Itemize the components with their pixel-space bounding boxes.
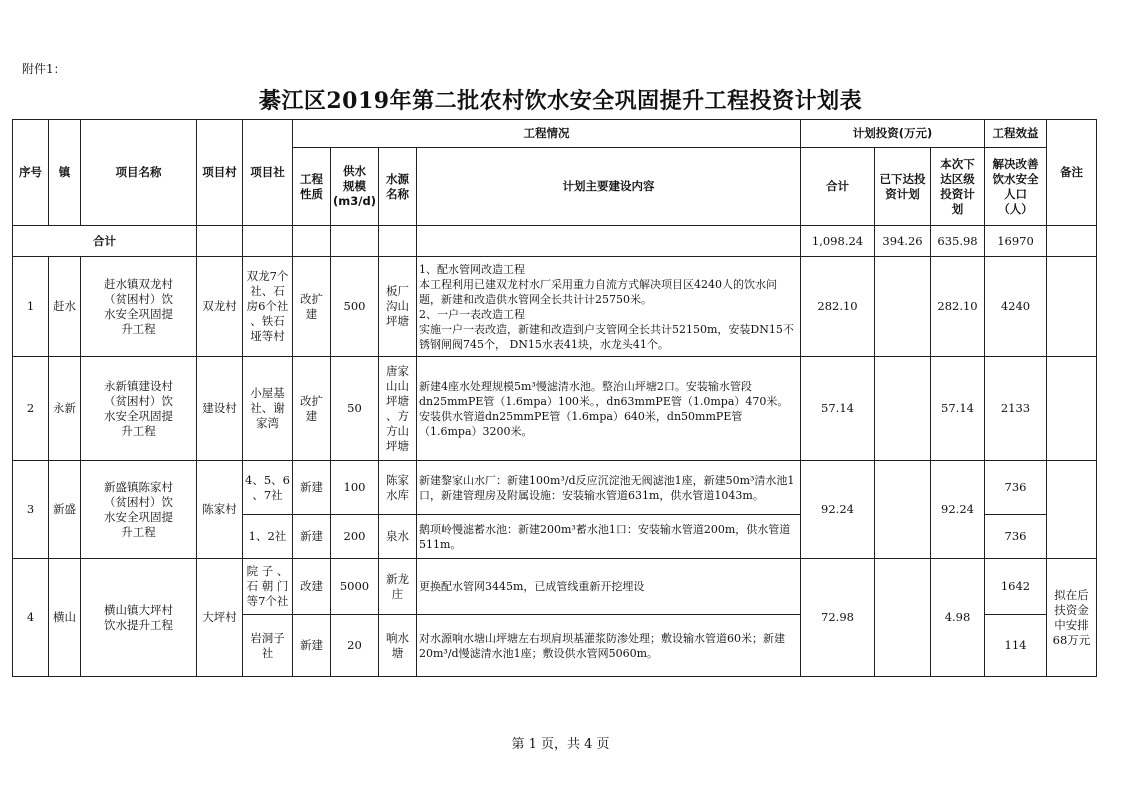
annex-label: 附件1： bbox=[22, 62, 66, 76]
row-remark bbox=[1047, 357, 1097, 461]
row-content: 新建黎家山水厂：新建100m³/d反应沉淀池无阀滤池1座，新建50m³清水池1口，新建管理房及附属设施：安装输水管道631m，供水管道1043m。 bbox=[417, 461, 801, 515]
row-population: 736 bbox=[985, 515, 1047, 559]
row-district: 4.98 bbox=[931, 559, 985, 677]
row-seq: 4 bbox=[13, 559, 49, 677]
row-district: 57.14 bbox=[931, 357, 985, 461]
row-issued bbox=[875, 559, 931, 677]
total-population: 16970 bbox=[985, 226, 1047, 257]
header-issued: 已下达投 资计划 bbox=[875, 148, 931, 226]
row-issued bbox=[875, 461, 931, 559]
row-scale: 5000 bbox=[331, 559, 379, 615]
row-community: 岩洞子 社 bbox=[243, 615, 293, 677]
row-community: 小屋基 社、谢 家湾 bbox=[243, 357, 293, 461]
header-nature: 工程 性质 bbox=[293, 148, 331, 226]
header-seq: 序号 bbox=[13, 120, 49, 226]
row-nature: 新建 bbox=[293, 615, 331, 677]
total-amount: 1,098.24 bbox=[801, 226, 875, 257]
row-nature: 改扩 建 bbox=[293, 357, 331, 461]
row-population: 736 bbox=[985, 461, 1047, 515]
header-remark: 备注 bbox=[1047, 120, 1097, 226]
page-title: 綦江区2019年第二批农村饮水安全巩固提升工程投资计划表 bbox=[258, 88, 863, 114]
row-content: 1、配水管网改造工程 本工程利用已建双龙村水厂采用重力自流方式解决项目区4240人的饮水问题，新建和改造供水管网全长共计计25750米。 2、一户一表改造工程 实施一户一表改造，新建和改造到户支管网全长共计52150m，安装DN15不锈钢闸阀745个， DN15水表41块，水龙头41个。 bbox=[417, 257, 801, 357]
row-population: 4240 bbox=[985, 257, 1047, 357]
header-project-name: 项目名称 bbox=[81, 120, 197, 226]
row-population: 2133 bbox=[985, 357, 1047, 461]
header-investment: 计划投资(万元) bbox=[801, 120, 985, 148]
header-scale: 供水 规模 (m3/d) bbox=[331, 148, 379, 226]
row-scale: 200 bbox=[331, 515, 379, 559]
total-district: 635.98 bbox=[931, 226, 985, 257]
row-source: 唐家 山山 坪塘 、方 方山 坪塘 bbox=[379, 357, 417, 461]
header-total: 合计 bbox=[801, 148, 875, 226]
row-population: 1642 bbox=[985, 559, 1047, 615]
row-community: 院 子 、 石 朝 门 等7个社 bbox=[243, 559, 293, 615]
row-total: 92.24 bbox=[801, 461, 875, 559]
row-project-name: 横山镇大坪村 饮水提升工程 bbox=[81, 559, 197, 677]
row-total: 57.14 bbox=[801, 357, 875, 461]
header-benefit: 工程效益 bbox=[985, 120, 1047, 148]
header-community: 项目社 bbox=[243, 120, 293, 226]
row-scale: 100 bbox=[331, 461, 379, 515]
row-community: 4、5、6 、7社 bbox=[243, 461, 293, 515]
header-village: 项目村 bbox=[197, 120, 243, 226]
total-issued: 394.26 bbox=[875, 226, 931, 257]
row-nature: 新建 bbox=[293, 515, 331, 559]
row-village: 建设村 bbox=[197, 357, 243, 461]
row-district: 282.10 bbox=[931, 257, 985, 357]
row-source: 新龙 庄 bbox=[379, 559, 417, 615]
header-engineering: 工程情况 bbox=[293, 120, 801, 148]
row-project-name: 永新镇建设村 （贫困村）饮 水安全巩固提 升工程 bbox=[81, 357, 197, 461]
row-project-name: 新盛镇陈家村 （贫困村）饮 水安全巩固提 升工程 bbox=[81, 461, 197, 559]
row-scale: 20 bbox=[331, 615, 379, 677]
row-source: 板厂 沟山 坪塘 bbox=[379, 257, 417, 357]
row-project-name: 赶水镇双龙村 （贫困村）饮 水安全巩固提 升工程 bbox=[81, 257, 197, 357]
row-town: 横山 bbox=[49, 559, 81, 677]
row-seq: 3 bbox=[13, 461, 49, 559]
row-content: 鹅项岭慢滤蓄水池：新建200m³蓄水池1口：安装输水管道200m，供水管道511m。 bbox=[417, 515, 801, 559]
row-content: 新建4座水处理规模5m³慢滤清水池。整治山坪塘2口。安装输水管段dn25mmPE管（1.6mpa）100米。，dn63mmPE管（1.0mpa）470米。安装供水管道dn25mmPE管（1.6mpa）640米，dn50mmPE管（1.6mpa）3200米。 bbox=[417, 357, 801, 461]
total-label: 合计 bbox=[13, 226, 197, 257]
row-issued bbox=[875, 257, 931, 357]
page-footer: 第 1 页，共 4 页 bbox=[511, 737, 610, 752]
row-scale: 50 bbox=[331, 357, 379, 461]
row-town: 新盛 bbox=[49, 461, 81, 559]
row-source: 响水 塘 bbox=[379, 615, 417, 677]
header-town: 镇 bbox=[49, 120, 81, 226]
row-content: 对水源响水塘山坪塘左右坝肩坝基灌浆防渗处理；敷设输水管道60米；新建20m³/d慢滤清水池1座；敷设供水管网5060m。 bbox=[417, 615, 801, 677]
row-nature: 改扩 建 bbox=[293, 257, 331, 357]
row-town: 赶水 bbox=[49, 257, 81, 357]
row-total: 72.98 bbox=[801, 559, 875, 677]
row-town: 永新 bbox=[49, 357, 81, 461]
row-source: 陈家 水库 bbox=[379, 461, 417, 515]
row-remark: 拟在后 扶资金 中安排 68万元 bbox=[1047, 559, 1097, 677]
header-population: 解决改善 饮水安全 人口 （人） bbox=[985, 148, 1047, 226]
total-row bbox=[13, 226, 1097, 257]
row-total: 282.10 bbox=[801, 257, 875, 357]
row-village: 双龙村 bbox=[197, 257, 243, 357]
investment-plan-table bbox=[12, 119, 1097, 677]
row-district: 92.24 bbox=[931, 461, 985, 559]
header-content: 计划主要建设内容 bbox=[417, 148, 801, 226]
table-row bbox=[13, 559, 1097, 615]
row-village: 陈家村 bbox=[197, 461, 243, 559]
table-row bbox=[13, 257, 1097, 357]
row-scale: 500 bbox=[331, 257, 379, 357]
row-nature: 改建 bbox=[293, 559, 331, 615]
row-seq: 1 bbox=[13, 257, 49, 357]
row-village: 大坪村 bbox=[197, 559, 243, 677]
row-community: 双龙7个 社、石 房6个社 、铁石 垭等村 bbox=[243, 257, 293, 357]
header-source: 水源 名称 bbox=[379, 148, 417, 226]
row-issued bbox=[875, 357, 931, 461]
row-seq: 2 bbox=[13, 357, 49, 461]
row-nature: 新建 bbox=[293, 461, 331, 515]
row-content: 更换配水管网3445m，已成管线重新开挖埋设 bbox=[417, 559, 801, 615]
row-community: 1、2社 bbox=[243, 515, 293, 559]
table-row bbox=[13, 461, 1097, 515]
row-remark bbox=[1047, 257, 1097, 357]
table-row bbox=[13, 357, 1097, 461]
row-source: 泉水 bbox=[379, 515, 417, 559]
row-remark bbox=[1047, 461, 1097, 559]
header-district: 本次下 达区级 投资计 划 bbox=[931, 148, 985, 226]
row-population: 114 bbox=[985, 615, 1047, 677]
